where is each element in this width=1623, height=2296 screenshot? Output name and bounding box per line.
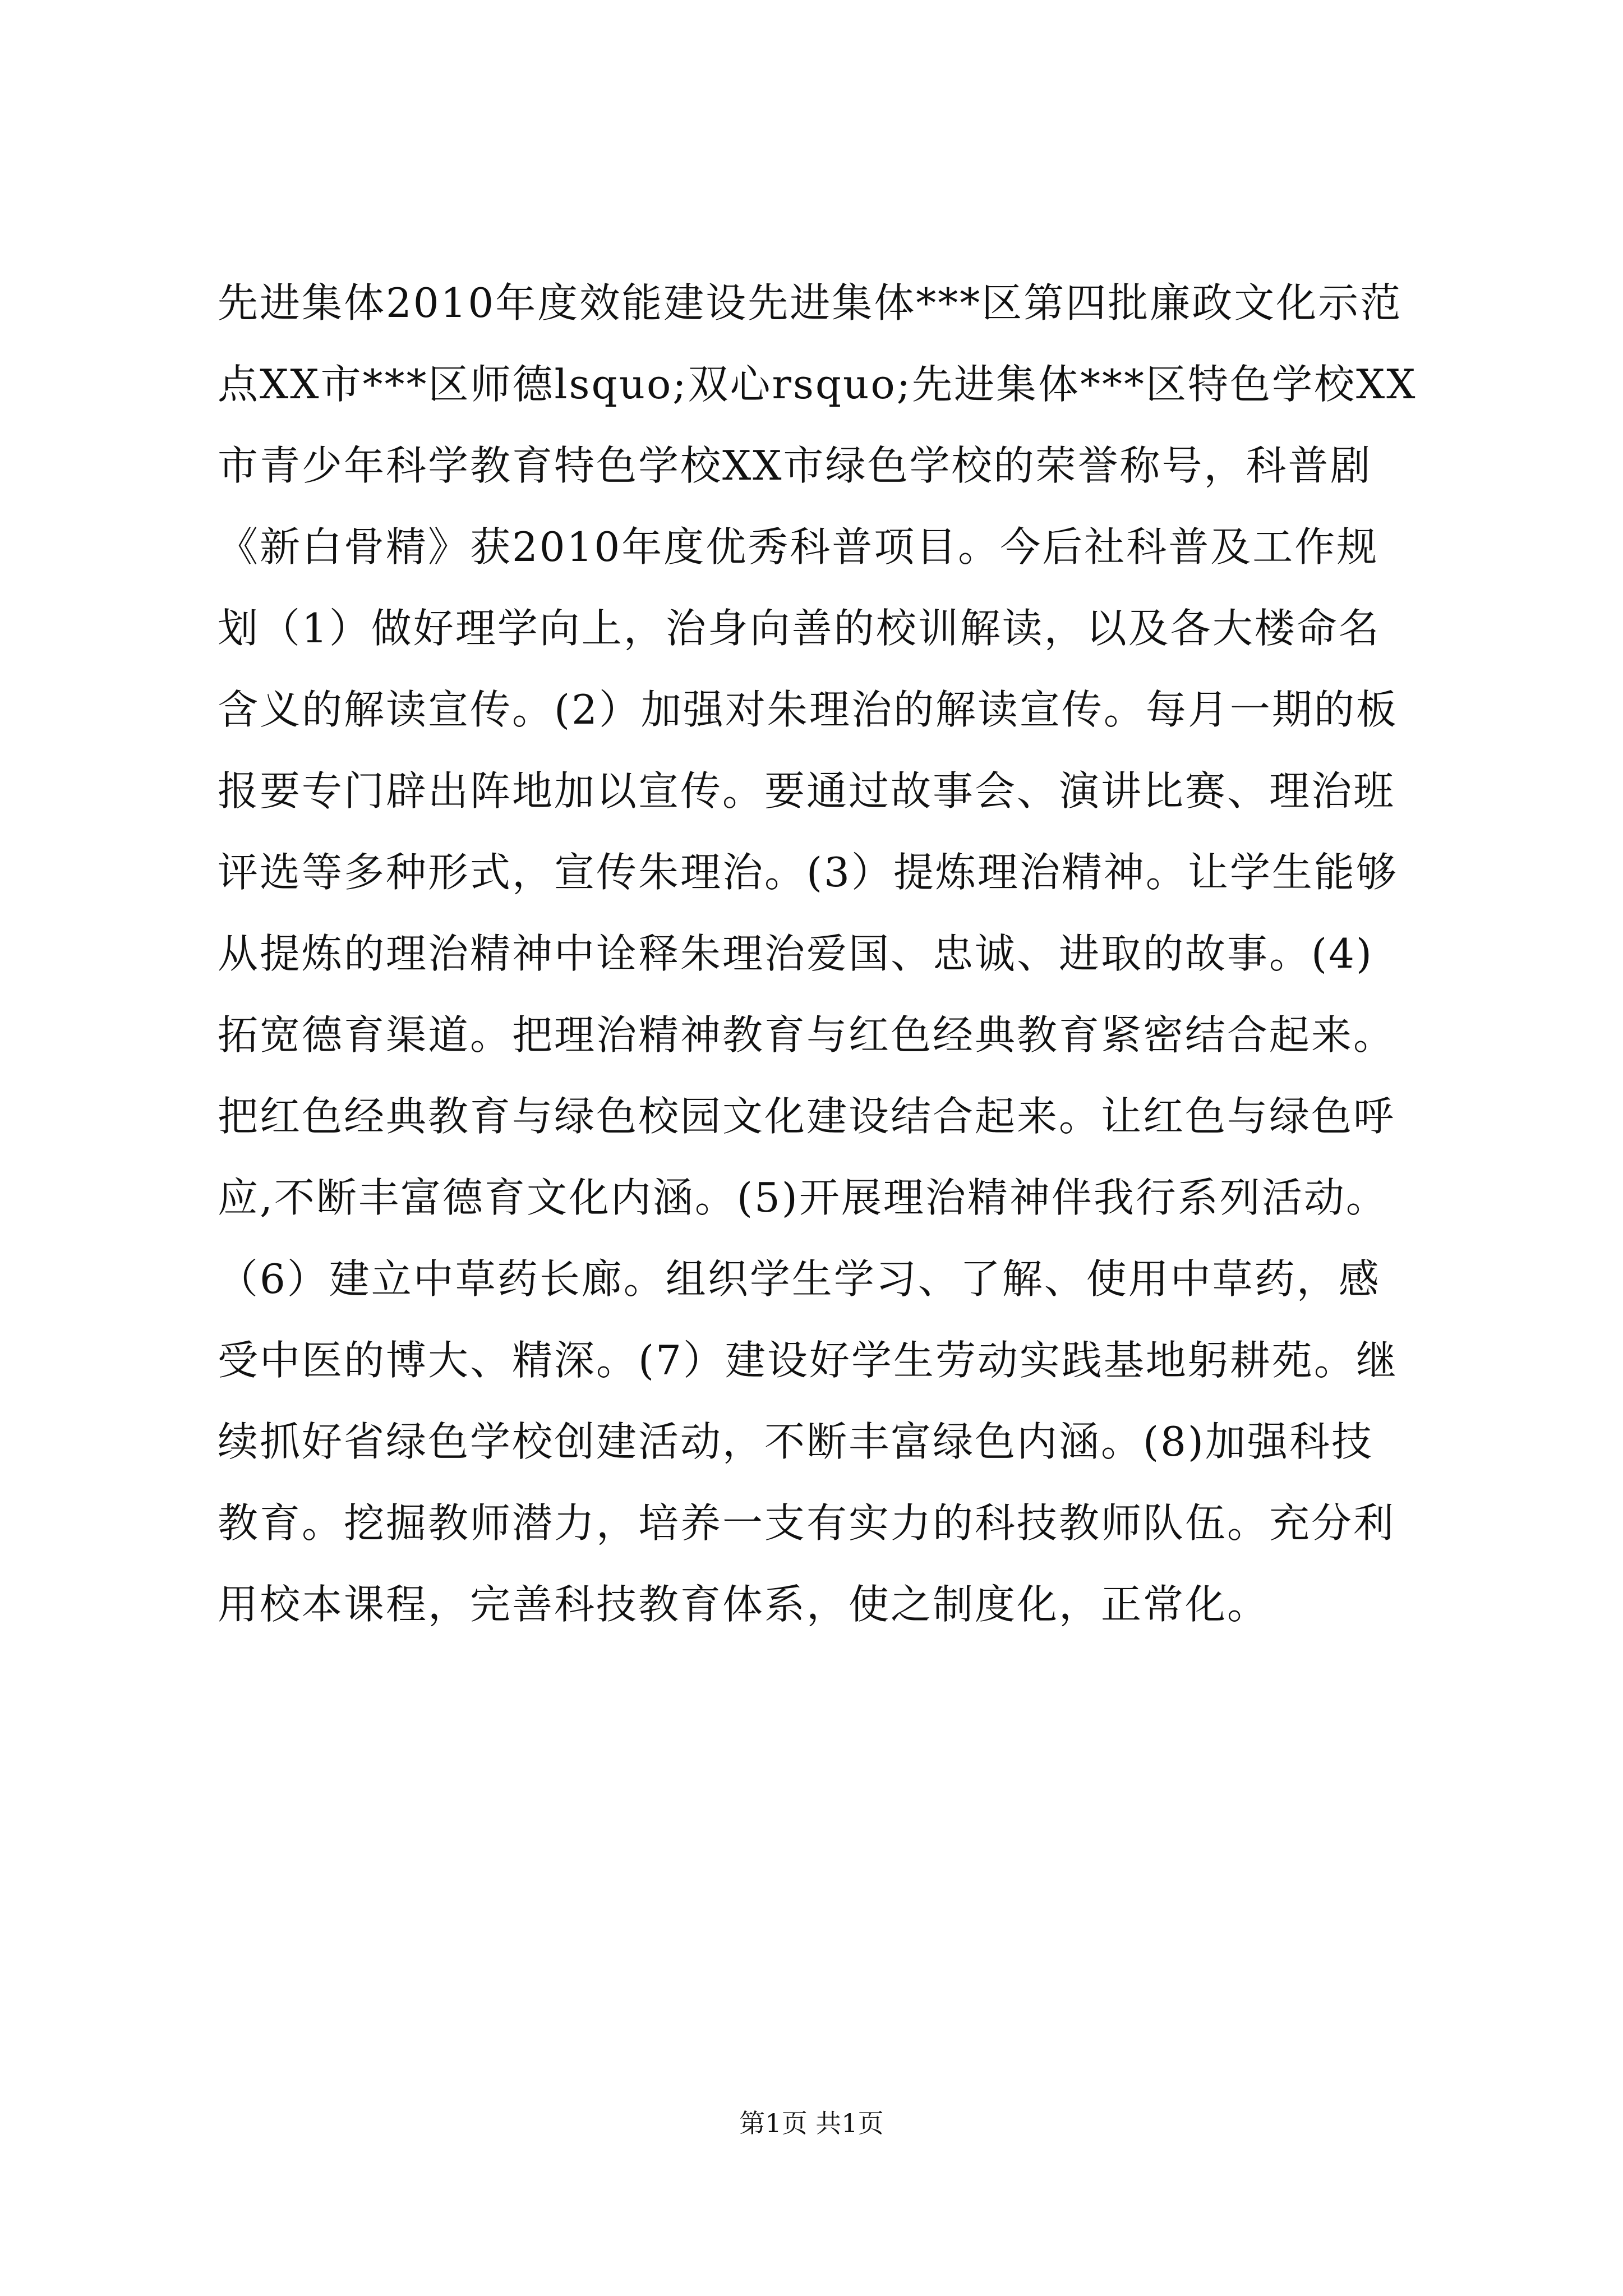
text-line: 含义的解读宣传。(2）加强对朱理治的解读宣传。每月一期的板 <box>218 686 1398 733</box>
text-line: （6）建立中草药长廊。组织学生学习、了解、使用中草药，感 <box>218 1255 1381 1303</box>
text-line: 报要专门辟出阵地加以宣传。要通过故事会、演讲比赛、理治班 <box>218 767 1396 815</box>
text-line: 先进集体2010年度效能建设先进集体***区第四批廉政文化示范 <box>218 279 1403 326</box>
text-line: 《新白骨精》获2010年度优秀科普项目。今后社科普及工作规 <box>218 523 1379 570</box>
text-line: 把红色经典教育与绿色校园文化建设结合起来。让红色与绿色呼 <box>218 1093 1396 1140</box>
text-line: 教育。挖掘教师潜力，培养一支有实力的科技教师队伍。充分利 <box>218 1499 1396 1547</box>
text-line: 市青少年科学教育特色学校XX市绿色学校的荣誉称号，科普剧 <box>218 442 1372 489</box>
document-body <box>218 263 1417 1645</box>
text-line: 点XX市***区师德lsquo;双心rsquo;先进集体***区特色学校XX <box>218 361 1417 408</box>
text-line: 应,不断丰富德育文化内涵。(5)开展理治精神伴我行系列活动。 <box>218 1174 1388 1221</box>
text-line: 续抓好省绿色学校创建活动，不断丰富绿色内涵。(8)加强科技 <box>218 1418 1373 1465</box>
page-number-footer: 第1页 共1页 <box>739 2108 884 2138</box>
text-line: 划（1）做好理学向上，治身向善的校训解读，以及各大楼命名 <box>218 605 1381 652</box>
text-line: 用校本课程，完善科技教育体系，使之制度化，正常化。 <box>218 1581 1270 1628</box>
text-line: 从提炼的理治精神中诠释朱理治爱国、忠诚、进取的故事。(4) <box>218 930 1373 977</box>
text-line: 受中医的博大、精深。(7）建设好学生劳动实践基地躬耕苑。继 <box>218 1337 1398 1384</box>
text-line: 拓宽德育渠道。把理治精神教育与红色经典教育紧密结合起来。 <box>218 1011 1396 1059</box>
text-line: 评选等多种形式，宣传朱理治。(3）提炼理治精神。让学生能够 <box>218 849 1398 896</box>
